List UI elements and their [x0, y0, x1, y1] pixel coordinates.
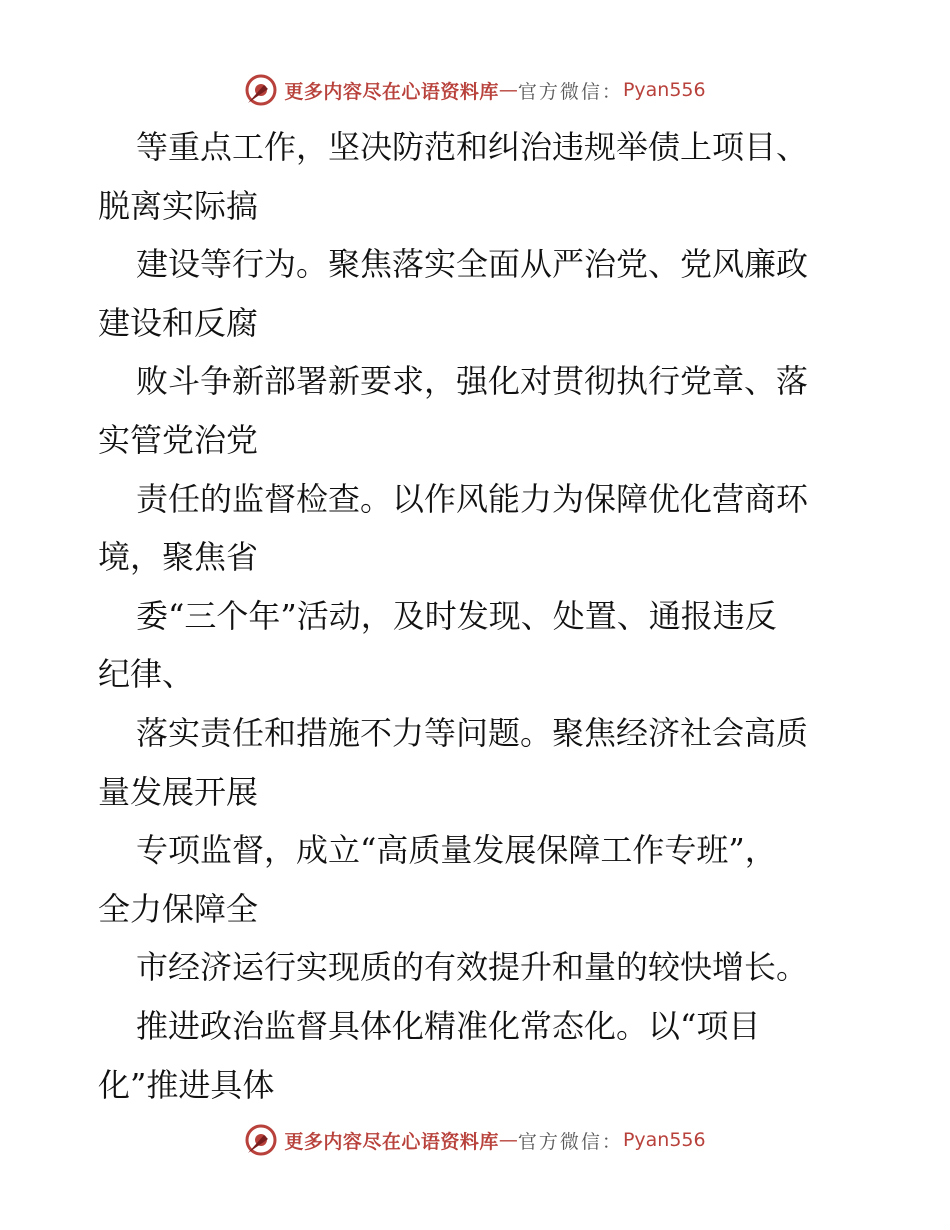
watermark-label: 官方微信：: [517, 80, 623, 103]
watermark-label: 官方微信：: [517, 1130, 623, 1153]
document-body: [98, 118, 858, 1114]
text-line: 化”推进具体: [98, 1065, 275, 1104]
text-line: 纪律、: [98, 655, 195, 694]
text-line: 推进政治监督具体化精准化常态化。以“项目: [136, 1006, 761, 1045]
watermark-main-text: 更多内容尽在心语资料库: [284, 80, 499, 103]
pen-logo-icon: [244, 73, 278, 107]
text-line: 委“三个年”活动，及时发现、处置、通报违反: [136, 596, 777, 635]
watermark-main-text: 更多内容尽在心语资料库: [284, 1130, 499, 1153]
watermark-wechat-id: Pyan556: [622, 79, 706, 101]
text-line: 市经济运行实现质的有效提升和量的较快增长。: [136, 948, 809, 987]
text-line: 专项监督，成立“高质量发展保障工作专班”，: [136, 831, 777, 870]
text-line: 等重点工作，坚决防范和纠治违规举债上项目、: [136, 128, 809, 166]
text-line: 实管党治党: [98, 420, 259, 459]
text-line: 败斗争新部署新要求，强化对贯彻执行党章、落: [136, 362, 809, 401]
watermark-wechat-id: Pyan556: [622, 1129, 706, 1151]
text-line: 脱离实际搞: [98, 186, 259, 225]
text-line: 建设等行为。聚焦落实全面从严治党、党风廉政: [136, 245, 809, 284]
text-line: 全力保障全: [98, 889, 259, 928]
text-line: 落实责任和措施不力等问题。聚焦经济社会高质: [136, 713, 809, 752]
pen-logo-icon: [244, 1123, 278, 1157]
text-line: 建设和反腐: [98, 303, 259, 342]
watermark-dash: —: [498, 79, 518, 101]
text-line: 责任的监督检查。以作风能力为保障优化营商环: [136, 479, 809, 518]
watermark-dash: —: [498, 1129, 518, 1151]
footer-watermark: [0, 1122, 950, 1158]
text-line: 量发展开展: [98, 772, 259, 811]
text-line: 境，聚焦省: [98, 538, 259, 577]
header-watermark: [0, 72, 950, 108]
